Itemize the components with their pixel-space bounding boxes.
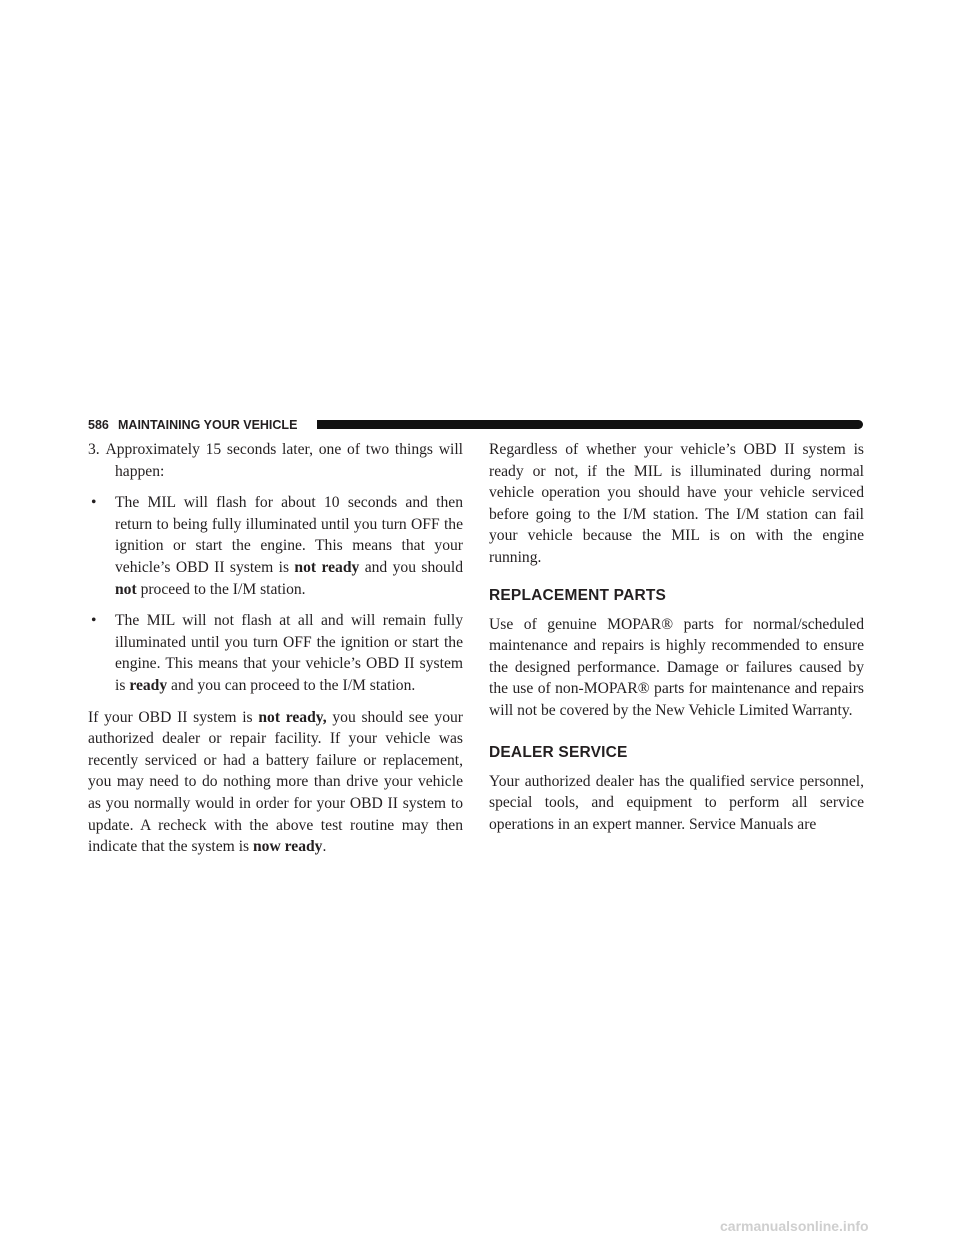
page-header xyxy=(88,417,863,433)
watermark: carmanualsonline.info xyxy=(720,1218,869,1234)
bullet-item-not-ready: • The MIL will flash for about 10 seconds and then return to being fully illuminated until you turn OFF the ignition or start the engine. This means that your vehicle’s OBD II system is not ready and you should not proceed to the I/M station. xyxy=(91,494,463,598)
page-number: 586 xyxy=(88,418,109,432)
heading-dealer-service: DEALER SERVICE xyxy=(489,743,628,761)
numbered-step-3: 3. Approximately 15 seconds later, one of two things will happen: xyxy=(88,441,464,480)
paragraph-obd-not-ready: If your OBD II system is not ready, you should see your authorized dealer or repair facility. If your vehicle was recently serviced or had a battery failure or replacement, you may need to do nothing more than drive your vehicle as you normally would in order for your OBD II system to update. A recheck with the above test routine may then indicate that the system is now ready. xyxy=(88,708,463,856)
right-column xyxy=(489,439,864,835)
header-rule-bar xyxy=(317,420,863,429)
paragraph-dealer-service: Your authorized dealer has the qualified service personnel, special tools, and equipment to perform all service operations in an expert manner. Service Manuals are xyxy=(489,772,864,833)
heading-replacement-parts: REPLACEMENT PARTS xyxy=(489,586,667,604)
left-column xyxy=(88,439,463,858)
paragraph-mil-illuminated: Regardless of whether your vehicle’s OBD II system is ready or not, if the MIL is illuminated during normal vehicle operation you should have your vehicle serviced before going to the I/M station. The I/M station can fail your vehicle because the MIL is on with the engine running. xyxy=(489,441,864,566)
bullet-item-ready: • The MIL will not flash at all and will remain fully illuminated until you turn OFF the ignition or start the engine. This means that your vehicle’s OBD II system is ready and you can proceed to the I/M station. xyxy=(91,612,463,694)
bullet-icon: • xyxy=(91,612,97,630)
paragraph-replacement-parts: Use of genuine MOPAR® parts for normal/scheduled maintenance and repairs is highly recommended to ensure the designed performance. Damage or failures caused by the use of non-MOPAR® parts for maintenance and repairs will not be covered by the New Vehicle Limited Warranty. xyxy=(489,615,864,719)
bullet-icon: • xyxy=(91,494,97,512)
section-title: MAINTAINING YOUR VEHICLE xyxy=(118,418,298,432)
